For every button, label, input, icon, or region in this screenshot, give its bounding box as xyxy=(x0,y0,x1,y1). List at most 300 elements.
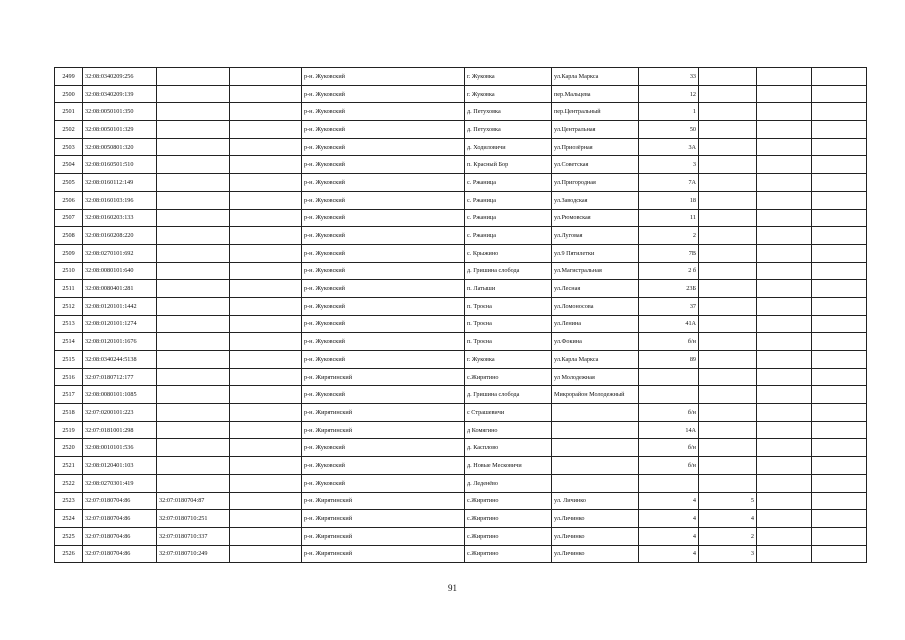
district-cell: р-н. Жуковский xyxy=(302,68,465,86)
apartment-number-cell xyxy=(699,156,757,174)
empty-cell xyxy=(757,191,812,209)
settlement-cell: с. Крыжино xyxy=(465,244,552,262)
previous-number-cell xyxy=(230,262,302,280)
settlement-cell: с. Ржаница xyxy=(465,209,552,227)
street-cell: ул.Личинко xyxy=(552,527,639,545)
apartment-number-cell xyxy=(699,227,757,245)
empty-cell xyxy=(812,527,867,545)
street-cell xyxy=(552,474,639,492)
house-number-cell: 12 xyxy=(639,85,699,103)
settlement-cell: д. Ходиловичи xyxy=(465,138,552,156)
apartment-number-cell xyxy=(699,121,757,139)
parent-cadastral-cell xyxy=(157,333,230,351)
row-number-cell: 2503 xyxy=(55,138,83,156)
street-cell xyxy=(552,457,639,475)
street-cell: пер.Центральный xyxy=(552,103,639,121)
table-row xyxy=(55,386,867,404)
table-row xyxy=(55,156,867,174)
street-cell: ул.Ленина xyxy=(552,315,639,333)
district-cell: р-н. Жуковский xyxy=(302,174,465,192)
parent-cadastral-cell xyxy=(157,297,230,315)
settlement-cell: с. Ржаница xyxy=(465,227,552,245)
table-row xyxy=(55,545,867,563)
settlement-cell: п. Троєна xyxy=(465,333,552,351)
empty-cell xyxy=(757,492,812,510)
parent-cadastral-cell xyxy=(157,121,230,139)
apartment-number-cell xyxy=(699,315,757,333)
row-number-cell: 2521 xyxy=(55,457,83,475)
house-number-cell: б/н xyxy=(639,404,699,422)
row-number-cell: 2520 xyxy=(55,439,83,457)
apartment-number-cell xyxy=(699,439,757,457)
district-cell: р-н. Жирятинский xyxy=(302,510,465,528)
cadastral-number-cell: 32:08:0160203:133 xyxy=(83,209,157,227)
previous-number-cell xyxy=(230,368,302,386)
cadastral-number-cell: 32:08:0050101:350 xyxy=(83,103,157,121)
settlement-cell: д Комягино xyxy=(465,421,552,439)
district-cell: р-н. Жуковский xyxy=(302,297,465,315)
row-number-cell: 2523 xyxy=(55,492,83,510)
empty-cell xyxy=(757,510,812,528)
house-number-cell: б/н xyxy=(639,333,699,351)
apartment-number-cell xyxy=(699,474,757,492)
district-cell: р-н. Жирятинский xyxy=(302,545,465,563)
empty-cell xyxy=(757,174,812,192)
parent-cadastral-cell xyxy=(157,439,230,457)
district-cell: р-н. Жуковский xyxy=(302,85,465,103)
district-cell: р-н. Жирятинский xyxy=(302,492,465,510)
empty-cell xyxy=(812,280,867,298)
previous-number-cell xyxy=(230,297,302,315)
street-cell: ул.Рюмовская xyxy=(552,209,639,227)
house-number-cell: 2 xyxy=(639,227,699,245)
parent-cadastral-cell: 32:07:0180710:251 xyxy=(157,510,230,528)
district-cell: р-н. Жуковский xyxy=(302,351,465,369)
settlement-cell: с.Жирятино xyxy=(465,510,552,528)
house-number-cell: б/н xyxy=(639,457,699,475)
settlement-cell: п. Латыши xyxy=(465,280,552,298)
empty-cell xyxy=(757,262,812,280)
table-row xyxy=(55,174,867,192)
house-number-cell: 2 б xyxy=(639,262,699,280)
cadastral-number-cell: 32:08:0270301:419 xyxy=(83,474,157,492)
apartment-number-cell xyxy=(699,280,757,298)
apartment-number-cell xyxy=(699,351,757,369)
settlement-cell: д. Петуховка xyxy=(465,103,552,121)
row-number-cell: 2516 xyxy=(55,368,83,386)
house-number-cell: 18 xyxy=(639,191,699,209)
previous-number-cell xyxy=(230,156,302,174)
empty-cell xyxy=(812,421,867,439)
cadastral-number-cell: 32:07:0180712:177 xyxy=(83,368,157,386)
previous-number-cell xyxy=(230,121,302,139)
settlement-cell: с.Жирятино xyxy=(465,527,552,545)
apartment-number-cell xyxy=(699,457,757,475)
house-number-cell: 4 xyxy=(639,527,699,545)
parent-cadastral-cell xyxy=(157,156,230,174)
parent-cadastral-cell xyxy=(157,457,230,475)
table-row xyxy=(55,315,867,333)
empty-cell xyxy=(812,510,867,528)
empty-cell xyxy=(812,174,867,192)
cadastral-number-cell: 32:08:0160103:196 xyxy=(83,191,157,209)
cadastral-number-cell: 32:08:0080401:281 xyxy=(83,280,157,298)
row-number-cell: 2525 xyxy=(55,527,83,545)
parent-cadastral-cell xyxy=(157,68,230,86)
previous-number-cell xyxy=(230,280,302,298)
empty-cell xyxy=(812,368,867,386)
previous-number-cell xyxy=(230,227,302,245)
row-number-cell: 2507 xyxy=(55,209,83,227)
empty-cell xyxy=(812,333,867,351)
house-number-cell xyxy=(639,386,699,404)
street-cell: ул. Личинко xyxy=(552,492,639,510)
cadastral-number-cell: 32:08:0160112:149 xyxy=(83,174,157,192)
house-number-cell: 3А xyxy=(639,138,699,156)
cadastral-number-cell: 32:08:0340244:5138 xyxy=(83,351,157,369)
cadastral-number-cell: 32:08:0340209:139 xyxy=(83,85,157,103)
empty-cell xyxy=(757,85,812,103)
district-cell: р-н. Жуковский xyxy=(302,121,465,139)
empty-cell xyxy=(812,191,867,209)
cadastral-number-cell: 32:08:0160501:510 xyxy=(83,156,157,174)
previous-number-cell xyxy=(230,474,302,492)
house-number-cell: 4 xyxy=(639,510,699,528)
registry-body xyxy=(55,68,867,563)
row-number-cell: 2518 xyxy=(55,404,83,422)
empty-cell xyxy=(757,351,812,369)
cadastral-number-cell: 32:08:0050801:320 xyxy=(83,138,157,156)
empty-cell xyxy=(757,527,812,545)
apartment-number-cell xyxy=(699,68,757,86)
row-number-cell: 2524 xyxy=(55,510,83,528)
row-number-cell: 2508 xyxy=(55,227,83,245)
row-number-cell: 2512 xyxy=(55,297,83,315)
apartment-number-cell xyxy=(699,85,757,103)
house-number-cell: 3 xyxy=(639,156,699,174)
table-row xyxy=(55,492,867,510)
settlement-cell: с. Ржаница xyxy=(465,174,552,192)
previous-number-cell xyxy=(230,527,302,545)
district-cell: р-н. Жуковский xyxy=(302,280,465,298)
street-cell: ул.9 Пятилетки xyxy=(552,244,639,262)
street-cell: ул.Центральная xyxy=(552,121,639,139)
apartment-number-cell xyxy=(699,368,757,386)
district-cell: р-н. Жирятинский xyxy=(302,404,465,422)
parent-cadastral-cell xyxy=(157,85,230,103)
table-row xyxy=(55,227,867,245)
cadastral-number-cell: 32:07:0180704:86 xyxy=(83,545,157,563)
previous-number-cell xyxy=(230,138,302,156)
empty-cell xyxy=(757,244,812,262)
settlement-cell: д. Новые Месковичи xyxy=(465,457,552,475)
street-cell xyxy=(552,404,639,422)
row-number-cell: 2522 xyxy=(55,474,83,492)
district-cell: р-н. Жуковский xyxy=(302,333,465,351)
parent-cadastral-cell xyxy=(157,174,230,192)
previous-number-cell xyxy=(230,103,302,121)
street-cell: ул.Пригородная xyxy=(552,174,639,192)
table-row xyxy=(55,421,867,439)
cadastral-number-cell: 32:08:0120101:1274 xyxy=(83,315,157,333)
street-cell: ул.Лесная xyxy=(552,280,639,298)
house-number-cell: 4 xyxy=(639,545,699,563)
previous-number-cell xyxy=(230,191,302,209)
settlement-cell: г. Жуковка xyxy=(465,85,552,103)
row-number-cell: 2504 xyxy=(55,156,83,174)
apartment-number-cell xyxy=(699,333,757,351)
previous-number-cell xyxy=(230,85,302,103)
row-number-cell: 2511 xyxy=(55,280,83,298)
parent-cadastral-cell xyxy=(157,421,230,439)
house-number-cell xyxy=(639,474,699,492)
street-cell: Микрорайон Молодежный xyxy=(552,386,639,404)
table-row xyxy=(55,85,867,103)
row-number-cell: 2514 xyxy=(55,333,83,351)
row-number-cell: 2517 xyxy=(55,386,83,404)
table-row xyxy=(55,368,867,386)
parent-cadastral-cell xyxy=(157,138,230,156)
street-cell: ул.Советская xyxy=(552,156,639,174)
table-row xyxy=(55,138,867,156)
cadastral-number-cell: 32:08:0120401:103 xyxy=(83,457,157,475)
district-cell: р-н. Жуковский xyxy=(302,103,465,121)
empty-cell xyxy=(757,121,812,139)
empty-cell xyxy=(757,209,812,227)
apartment-number-cell xyxy=(699,209,757,227)
street-cell: ул.Приозёрная xyxy=(552,138,639,156)
empty-cell xyxy=(812,262,867,280)
row-number-cell: 2515 xyxy=(55,351,83,369)
street-cell: ул.Фокина xyxy=(552,333,639,351)
parent-cadastral-cell xyxy=(157,315,230,333)
house-number-cell: 50 xyxy=(639,121,699,139)
previous-number-cell xyxy=(230,333,302,351)
cadastral-number-cell: 32:08:0120101:1676 xyxy=(83,333,157,351)
apartment-number-cell xyxy=(699,174,757,192)
street-cell: ул.Заводская xyxy=(552,191,639,209)
previous-number-cell xyxy=(230,404,302,422)
empty-cell xyxy=(812,386,867,404)
street-cell: пер.Мальцева xyxy=(552,85,639,103)
parent-cadastral-cell xyxy=(157,103,230,121)
settlement-cell: с.Жирятино xyxy=(465,368,552,386)
street-cell: ул.Личинко xyxy=(552,510,639,528)
street-cell: ул.Магистральная xyxy=(552,262,639,280)
empty-cell xyxy=(757,297,812,315)
empty-cell xyxy=(812,209,867,227)
cadastral-number-cell: 32:08:0270101:692 xyxy=(83,244,157,262)
settlement-cell: д. Петуховка xyxy=(465,121,552,139)
table-row xyxy=(55,209,867,227)
page-number: 91 xyxy=(448,583,457,593)
cadastral-number-cell: 32:08:0160208:220 xyxy=(83,227,157,245)
house-number-cell: б/н xyxy=(639,439,699,457)
house-number-cell: 33 xyxy=(639,68,699,86)
empty-cell xyxy=(812,457,867,475)
table-row xyxy=(55,439,867,457)
district-cell: р-н. Жуковский xyxy=(302,209,465,227)
previous-number-cell xyxy=(230,421,302,439)
previous-number-cell xyxy=(230,68,302,86)
previous-number-cell xyxy=(230,315,302,333)
previous-number-cell xyxy=(230,439,302,457)
parent-cadastral-cell xyxy=(157,351,230,369)
apartment-number-cell xyxy=(699,191,757,209)
cadastral-number-cell: 32:08:0050101:329 xyxy=(83,121,157,139)
apartment-number-cell xyxy=(699,262,757,280)
cadastral-number-cell: 32:07:0181001:298 xyxy=(83,421,157,439)
settlement-cell: с.Жирятино xyxy=(465,492,552,510)
empty-cell xyxy=(757,386,812,404)
apartment-number-cell xyxy=(699,404,757,422)
settlement-cell: г. Жуковка xyxy=(465,68,552,86)
district-cell: р-н. Жуковский xyxy=(302,457,465,475)
previous-number-cell xyxy=(230,351,302,369)
previous-number-cell xyxy=(230,174,302,192)
house-number-cell: 7А xyxy=(639,174,699,192)
empty-cell xyxy=(757,103,812,121)
table-row xyxy=(55,103,867,121)
district-cell: р-н. Жуковский xyxy=(302,156,465,174)
empty-cell xyxy=(812,103,867,121)
house-number-cell: 23Б xyxy=(639,280,699,298)
empty-cell xyxy=(757,68,812,86)
cadastral-number-cell: 32:07:0200101:223 xyxy=(83,404,157,422)
table-row xyxy=(55,191,867,209)
previous-number-cell xyxy=(230,386,302,404)
street-cell: ул Молодежная xyxy=(552,368,639,386)
district-cell: р-н. Жуковский xyxy=(302,262,465,280)
empty-cell xyxy=(812,439,867,457)
district-cell: р-н. Жуковский xyxy=(302,474,465,492)
empty-cell xyxy=(812,351,867,369)
empty-cell xyxy=(757,156,812,174)
empty-cell xyxy=(757,421,812,439)
empty-cell xyxy=(757,545,812,563)
settlement-cell: п. Троєна xyxy=(465,315,552,333)
row-number-cell: 2526 xyxy=(55,545,83,563)
row-number-cell: 2506 xyxy=(55,191,83,209)
settlement-cell: д. Касплово xyxy=(465,439,552,457)
parent-cadastral-cell: 32:07:0180704:87 xyxy=(157,492,230,510)
settlement-cell: г. Жуковка xyxy=(465,351,552,369)
empty-cell xyxy=(812,297,867,315)
district-cell: р-н. Жуковский xyxy=(302,244,465,262)
house-number-cell: 7В xyxy=(639,244,699,262)
empty-cell xyxy=(812,244,867,262)
empty-cell xyxy=(812,68,867,86)
cadastral-number-cell: 32:07:0180704:86 xyxy=(83,527,157,545)
row-number-cell: 2509 xyxy=(55,244,83,262)
previous-number-cell xyxy=(230,457,302,475)
apartment-number-cell: 5 xyxy=(699,492,757,510)
empty-cell xyxy=(812,227,867,245)
parent-cadastral-cell xyxy=(157,262,230,280)
table-row xyxy=(55,262,867,280)
empty-cell xyxy=(757,138,812,156)
cadastral-number-cell: 32:08:0120101:1442 xyxy=(83,297,157,315)
empty-cell xyxy=(757,280,812,298)
district-cell: р-н. Жуковский xyxy=(302,315,465,333)
street-cell xyxy=(552,439,639,457)
settlement-cell: п. Красный Бор xyxy=(465,156,552,174)
apartment-number-cell xyxy=(699,103,757,121)
parent-cadastral-cell xyxy=(157,368,230,386)
cadastral-number-cell: 32:07:0180704:86 xyxy=(83,510,157,528)
row-number-cell: 2505 xyxy=(55,174,83,192)
table-row xyxy=(55,297,867,315)
empty-cell xyxy=(757,333,812,351)
empty-cell xyxy=(812,404,867,422)
apartment-number-cell xyxy=(699,244,757,262)
previous-number-cell xyxy=(230,510,302,528)
previous-number-cell xyxy=(230,545,302,563)
row-number-cell: 2513 xyxy=(55,315,83,333)
empty-cell xyxy=(812,138,867,156)
settlement-cell: с. Ржаница xyxy=(465,191,552,209)
parent-cadastral-cell xyxy=(157,191,230,209)
table-row xyxy=(55,351,867,369)
district-cell: р-н. Жуковский xyxy=(302,191,465,209)
parent-cadastral-cell xyxy=(157,280,230,298)
parent-cadastral-cell xyxy=(157,404,230,422)
apartment-number-cell xyxy=(699,138,757,156)
house-number-cell: 4 xyxy=(639,492,699,510)
house-number-cell: 1 xyxy=(639,103,699,121)
apartment-number-cell: 2 xyxy=(699,527,757,545)
district-cell: р-н. Жуковский xyxy=(302,227,465,245)
empty-cell xyxy=(812,474,867,492)
settlement-cell: п. Троєна xyxy=(465,297,552,315)
parent-cadastral-cell xyxy=(157,227,230,245)
empty-cell xyxy=(757,315,812,333)
district-cell: р-н. Жуковский xyxy=(302,386,465,404)
apartment-number-cell xyxy=(699,297,757,315)
street-cell: ул.Луговая xyxy=(552,227,639,245)
row-number-cell: 2519 xyxy=(55,421,83,439)
apartment-number-cell: 3 xyxy=(699,545,757,563)
previous-number-cell xyxy=(230,244,302,262)
empty-cell xyxy=(812,121,867,139)
empty-cell xyxy=(757,474,812,492)
empty-cell xyxy=(757,404,812,422)
district-cell: р-н. Жуковский xyxy=(302,138,465,156)
parent-cadastral-cell xyxy=(157,209,230,227)
row-number-cell: 2502 xyxy=(55,121,83,139)
table-row xyxy=(55,474,867,492)
house-number-cell: 89 xyxy=(639,351,699,369)
table-row xyxy=(55,121,867,139)
row-number-cell: 2499 xyxy=(55,68,83,86)
empty-cell xyxy=(812,492,867,510)
house-number-cell: 14А xyxy=(639,421,699,439)
apartment-number-cell xyxy=(699,386,757,404)
table-row xyxy=(55,457,867,475)
cadastral-number-cell: 32:08:0010101:536 xyxy=(83,439,157,457)
table-row xyxy=(55,333,867,351)
table-row xyxy=(55,404,867,422)
district-cell: р-н. Жирятинский xyxy=(302,368,465,386)
street-cell: ул.Ломоносова xyxy=(552,297,639,315)
table-row xyxy=(55,280,867,298)
street-cell xyxy=(552,421,639,439)
settlement-cell: д. Гришина слобода xyxy=(465,386,552,404)
cadastral-number-cell: 32:08:0080101:640 xyxy=(83,262,157,280)
empty-cell xyxy=(757,227,812,245)
previous-number-cell xyxy=(230,492,302,510)
house-number-cell: 37 xyxy=(639,297,699,315)
